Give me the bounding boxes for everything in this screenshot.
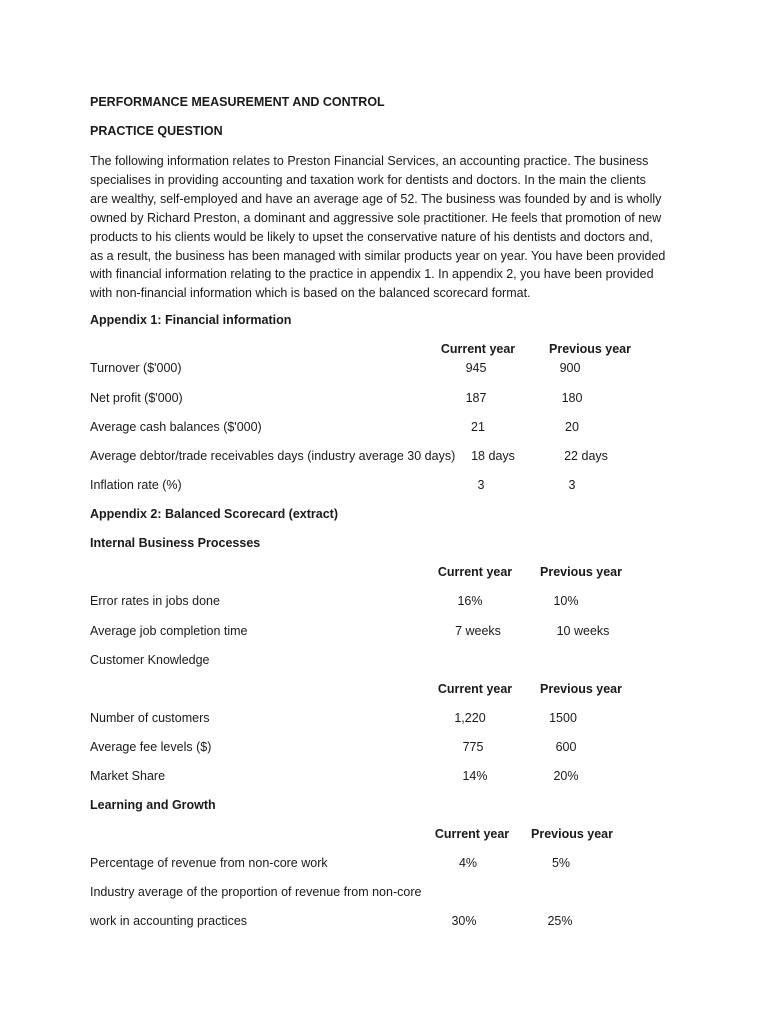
table-row-label: Average job completion time — [90, 624, 248, 638]
table-cell-current: 21 — [471, 420, 485, 434]
intro-line: products to his clients would be likely to upset the conservative nature of his dentists and doctors and, — [90, 229, 653, 244]
table-cell-current: 14% — [462, 769, 488, 783]
table-cell-previous: 180 — [561, 391, 583, 405]
table-row-label: Net profit ($'000) — [90, 391, 183, 405]
table-cell-current: 945 — [465, 361, 487, 375]
internal-processes-title: Internal Business Processes — [90, 536, 261, 550]
table-cell-current: 30% — [451, 914, 477, 928]
table-row-label: Average debtor/trade receivables days (industry average 30 days) — [90, 449, 456, 463]
intro-line: owned by Richard Preston, a dominant and aggressive sole practitioner. He feels that promotion of new — [90, 210, 662, 225]
table-cell-current: 775 — [462, 740, 484, 754]
customer-knowledge-title: Customer Knowledge — [90, 653, 210, 667]
table-row-label: Turnover ($'000) — [90, 361, 182, 375]
table-cell-previous: 5% — [551, 856, 571, 870]
intro-line: specialises in providing accounting and taxation work for dentists and doctors. In the main the clients — [90, 172, 646, 187]
table-row-label: Percentage of revenue from non-core work — [90, 856, 328, 870]
table-row-label: Average fee levels ($) — [90, 740, 212, 754]
table-cell-current: 1,220 — [454, 711, 486, 725]
learning-growth-title: Learning and Growth — [90, 798, 216, 812]
appendix1-title: Appendix 1: Financial information — [90, 313, 292, 327]
page-title: PERFORMANCE MEASUREMENT AND CONTROL — [90, 95, 385, 109]
table-row-label: Industry average of the proportion of revenue from non-core — [90, 885, 422, 899]
table-cell-previous: 900 — [559, 361, 581, 375]
intro-paragraph — [90, 152, 680, 303]
table-row-label: Market Share — [90, 769, 166, 783]
table-cell-current: 4% — [458, 856, 478, 870]
table-row-label: Error rates in jobs done — [90, 594, 220, 608]
learning-col-previous: Previous year — [531, 827, 613, 841]
appendix1-col-previous: Previous year — [549, 342, 631, 356]
practice-question-heading: PRACTICE QUESTION — [90, 124, 223, 138]
intro-line: The following information relates to Preston Financial Services, an accounting practice. The business — [90, 154, 649, 168]
intro-line: with non-financial information which is based on the balanced scorecard format. — [90, 286, 531, 301]
table-cell-current: 16% — [457, 594, 483, 608]
table-cell-current: 18 days — [471, 449, 515, 463]
table-cell-current: 187 — [465, 391, 487, 405]
intro-line: are wealthy, self-employed and have an average age of 52. The business was founded by and is wholly — [90, 191, 662, 206]
appendix1-col-current: Current year — [440, 342, 516, 356]
table-cell-current: 3 — [477, 478, 485, 492]
table-row-label: work in accounting practices — [90, 914, 248, 928]
internal-col-previous: Previous year — [540, 565, 622, 579]
table-cell-current: 7 weeks — [455, 624, 501, 638]
internal-col-current: Current year — [437, 565, 513, 579]
table-cell-previous: 10 weeks — [556, 624, 610, 638]
table-cell-previous: 25% — [547, 914, 573, 928]
table-cell-previous: 1500 — [549, 711, 577, 725]
learning-col-current: Current year — [434, 827, 510, 841]
table-row-label: Inflation rate (%) — [90, 478, 182, 492]
appendix2-title: Appendix 2: Balanced Scorecard (extract) — [90, 507, 338, 521]
table-cell-previous: 3 — [568, 478, 576, 492]
table-cell-previous: 20% — [553, 769, 579, 783]
table-row-label: Average cash balances ($'000) — [90, 420, 262, 434]
intro-line: as a result, the business has been managed with similar products year on year. You have been provided — [90, 248, 666, 263]
customer-col-previous: Previous year — [540, 682, 622, 696]
customer-col-current: Current year — [437, 682, 513, 696]
table-cell-previous: 20 — [565, 420, 579, 434]
table-cell-previous: 22 days — [564, 449, 608, 463]
table-row-label: Number of customers — [90, 711, 210, 725]
table-cell-previous: 600 — [555, 740, 577, 754]
table-cell-previous: 10% — [553, 594, 579, 608]
intro-line: with financial information relating to the practice in appendix 1. In appendix 2, you have been provided — [90, 267, 654, 282]
